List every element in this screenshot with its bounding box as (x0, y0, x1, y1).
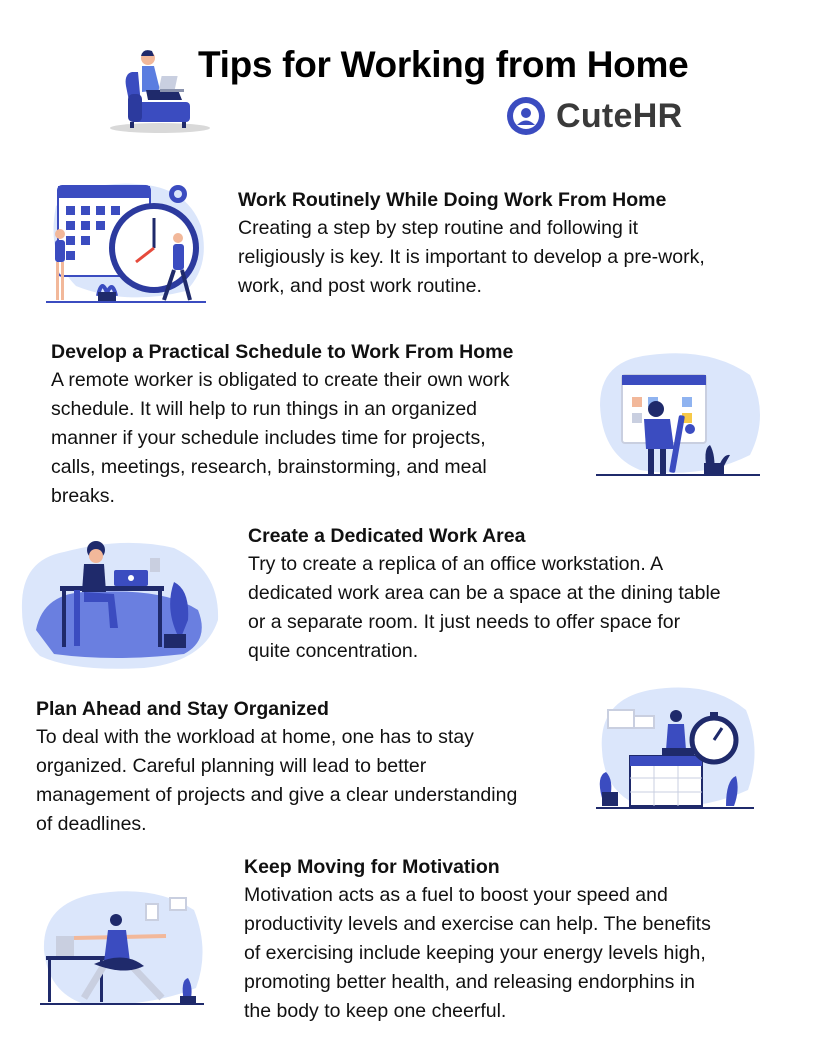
tip-2-line: schedule. It will help to run things in an organized (51, 398, 478, 420)
tip-5-line: productivity levels and exercise can help. The benefits (244, 913, 711, 935)
tip-5-line: promoting better health, and releasing endorphins in (244, 971, 695, 993)
tip-4-heading: Plan Ahead and Stay Organized (36, 698, 329, 720)
tip-1-line: religiously is key. It is important to develop a pre-work, (238, 246, 705, 268)
tip-4-line: To deal with the workload at home, one has to stay (36, 726, 474, 748)
tip-3-line: dedicated work area can be a space at the dining table (248, 582, 721, 604)
tip-1-illustration (36, 166, 214, 306)
tip-4-illustration (590, 680, 762, 815)
tip-4-line: organized. Careful planning will lead to better (36, 755, 427, 777)
exercise-yoga-icon (34, 880, 212, 1010)
tip-4-line: management of projects and give a clear understanding (36, 784, 518, 806)
brand-name: CuteHR (556, 96, 683, 135)
tip-2-line: manner if your schedule includes time for projects, (51, 427, 486, 449)
tip-2-heading: Develop a Practical Schedule to Work From Home (51, 341, 514, 363)
tip-4-line: of deadlines. (36, 813, 147, 835)
tip-1-heading: Work Routinely While Doing Work From Home (238, 189, 667, 211)
brand-logo (506, 92, 682, 140)
tip-5-heading: Keep Moving for Motivation (244, 856, 500, 878)
tip-2-illustration (590, 345, 770, 480)
tip-1 (238, 186, 705, 301)
desk-workstation-icon (14, 530, 228, 672)
tip-3 (248, 522, 721, 666)
page-title: Tips for Working from Home (198, 44, 689, 85)
cutehr-logo-icon (506, 96, 546, 136)
tip-5-illustration (34, 880, 212, 1010)
tip-2-line: calls, meetings, research, brainstorming, and meal (51, 456, 487, 478)
tip-3-line: or a separate room. It just needs to offer space for (248, 611, 681, 633)
tip-3-line: quite concentration. (248, 640, 419, 662)
schedule-board-icon (590, 345, 770, 480)
planner-stopwatch-icon (590, 680, 762, 815)
tip-3-illustration (14, 530, 228, 672)
tip-5-line: Motivation acts as a fuel to boost your speed and (244, 884, 668, 906)
tip-5 (244, 853, 711, 1026)
tip-4 (36, 695, 517, 839)
tip-2 (51, 338, 513, 511)
tip-2-line: breaks. (51, 485, 115, 507)
tip-1-line: Creating a step by step routine and following it (238, 217, 638, 239)
tip-5-line: the body to keep one cheerful. (244, 1000, 507, 1022)
calendar-clock-icon (36, 166, 214, 306)
tip-3-line: Try to create a replica of an office workstation. A (248, 553, 664, 575)
tip-5-line: of exercising include keeping your energy levels high, (244, 942, 706, 964)
tip-1-line: work, and post work routine. (238, 275, 482, 297)
tip-3-heading: Create a Dedicated Work Area (248, 525, 526, 547)
tip-2-line: A remote worker is obligated to create their own work (51, 369, 510, 391)
